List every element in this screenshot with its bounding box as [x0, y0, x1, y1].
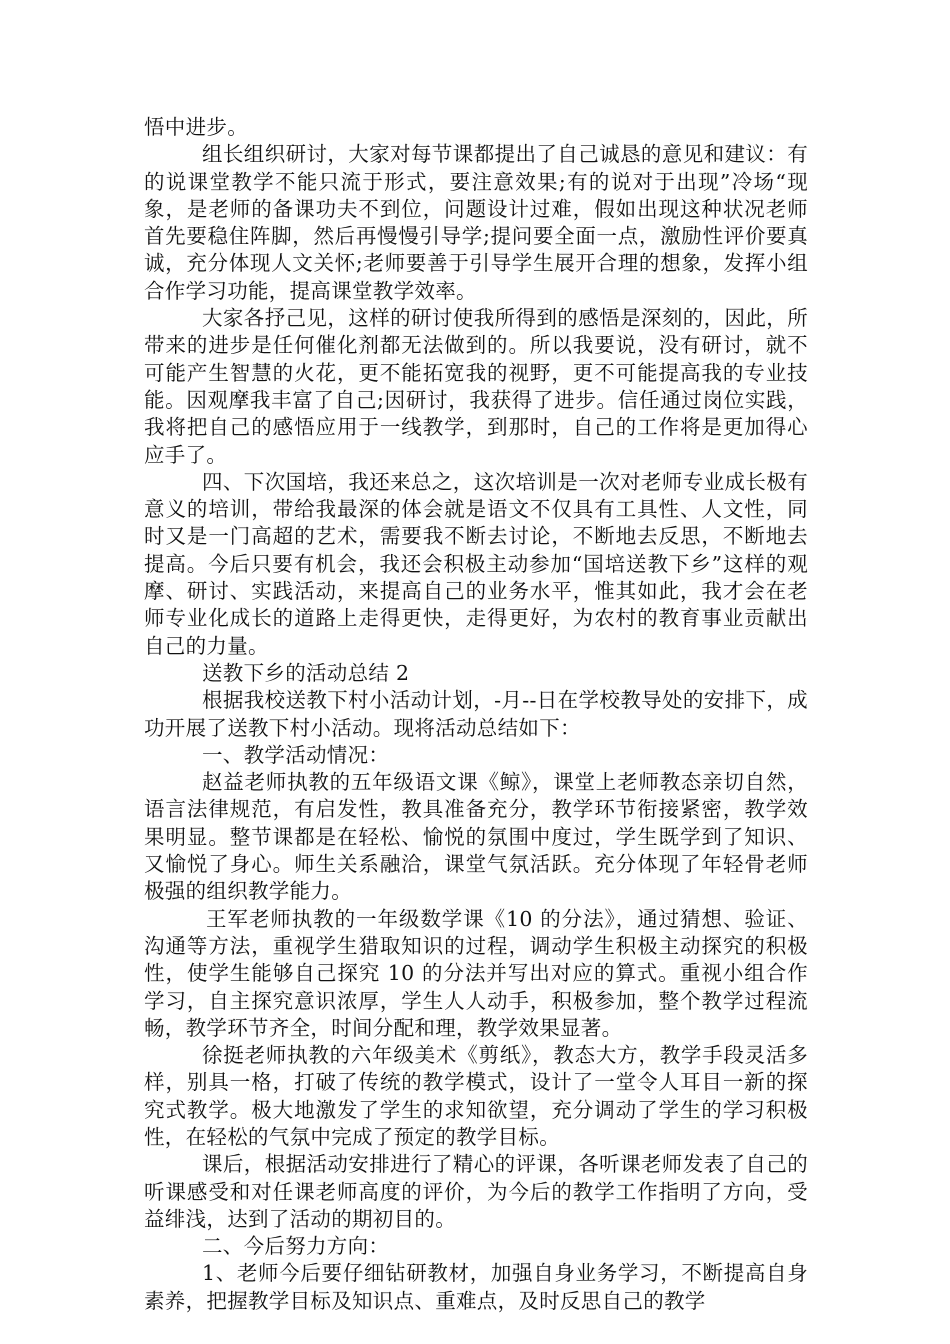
paragraph-wang-lesson: 王军老师执教的一年级数学课《10 的分法》，通过猜想、验证、沟通等方法，重视学生猎取知识的过程，调动学生积极主动探究的积极性，使学生能够自己探究 10 的分法并写出对应的算式。重视小组合作学习，自主探究意识浓厚，学生人人动手，积极参加，整个教学过程流畅，教学环节齐全，时间分配和理，教学效果显著。	[144, 906, 808, 1040]
paragraph-zhao-lesson: 赵益老师执教的五年级语文课《鲸》，课堂上老师教态亲切自然，语言法律规范，有启发性，教具准备充分，教学环节衔接紧密，教学效果明显。整节课都是在轻松、愉悦的氛围中度过，学生既学到了知识、又愉悦了身心。师生关系融洽，课堂气氛活跃。充分体现了年轻骨老师极强的组织教学能力。	[144, 770, 808, 904]
section-heading-summary-2: 送教下乡的活动总结 2	[202, 660, 410, 685]
paragraph-evaluation: 课后，根据活动安排进行了精心的评课，各听课老师发表了自己的听课感受和对任课老师高度的评价，为今后的教学工作指明了方向，受益绯浅，达到了活动的期初目的。	[144, 1152, 808, 1231]
paragraph-group-discussion: 组长组织研讨，大家对每节课都提出了自己诚恳的意见和建议：有的说课堂教学不能只流于形式，要注意效果;有的说对于出现”冷场“现象，是老师的备课功夫不到位，问题设计过难，假如出现这种状况老师首先要稳住阵脚，然后再慢慢引导学;提问要全面一点，激励性评价要真诚，充分体现人文关怀;老师要善于引导学生展开合理的想象，发挥小组合作学习功能，提高课堂教学效率。	[144, 142, 808, 303]
document-body	[144, 114, 808, 1315]
paragraph-xu-lesson: 徐挺老师执教的六年级美术《剪纸》，教态大方，教学手段灵活多样，别具一格，打破了传统的教学模式，设计了一堂令人耳目一新的探究式教学。极大地激发了学生的求知欲望，充分调动了学生的学习积极性，在轻松的气氛中完成了预定的教学目标。	[144, 1043, 808, 1149]
paragraph-opinions: 大家各抒己见，这样的研讨使我所得到的感悟是深刻的，因此，所带来的进步是任何催化剂都无法做到的。所以我要说，没有研讨，就不可能产生智慧的火花，更不能拓宽我的视野，更不可能提高我的专业技能。因观摩我丰富了自己;因研讨，我获得了进步。信任通过岗位实践，我将把自己的感悟应用于一线教学，到那时，自己的工作将是更加得心应手了。	[144, 306, 808, 467]
section-heading-teaching-activities: 一、教学活动情况：	[202, 742, 390, 767]
paragraph-future-item-1: 1、老师今后要仔细钻研教材，加强自身业务学习，不断提高自身素养，把握教学目标及知识点、重难点，及时反思自己的教学	[144, 1261, 808, 1313]
section-heading-future-direction: 二、今后努力方向：	[202, 1234, 390, 1259]
paragraph-next-training: 四、下次国培，我还来总之，这次培训是一次对老师专业成长极有意义的培训，带给我最深的体会就是语文不仅具有工具性、人文性，同时又是一门高超的艺术，需要我不断去讨论，不断地去反思，不断地去提高。今后只要有机会，我还会积极主动参加“国培送教下乡”这样的观摩、研讨、实践活动，来提高自己的业务水平，惟其如此，我才会在老师专业化成长的道路上走得更快，走得更好，为农村的教育事业贡献出自己的力量。	[144, 469, 808, 658]
paragraph-activity-plan: 根据我校送教下村小活动计划，-月--日在学校教导处的安排下，成功开展了送教下村小活动。现将活动总结如下：	[144, 688, 808, 740]
paragraph-continuation: 悟中进步。	[144, 115, 248, 139]
